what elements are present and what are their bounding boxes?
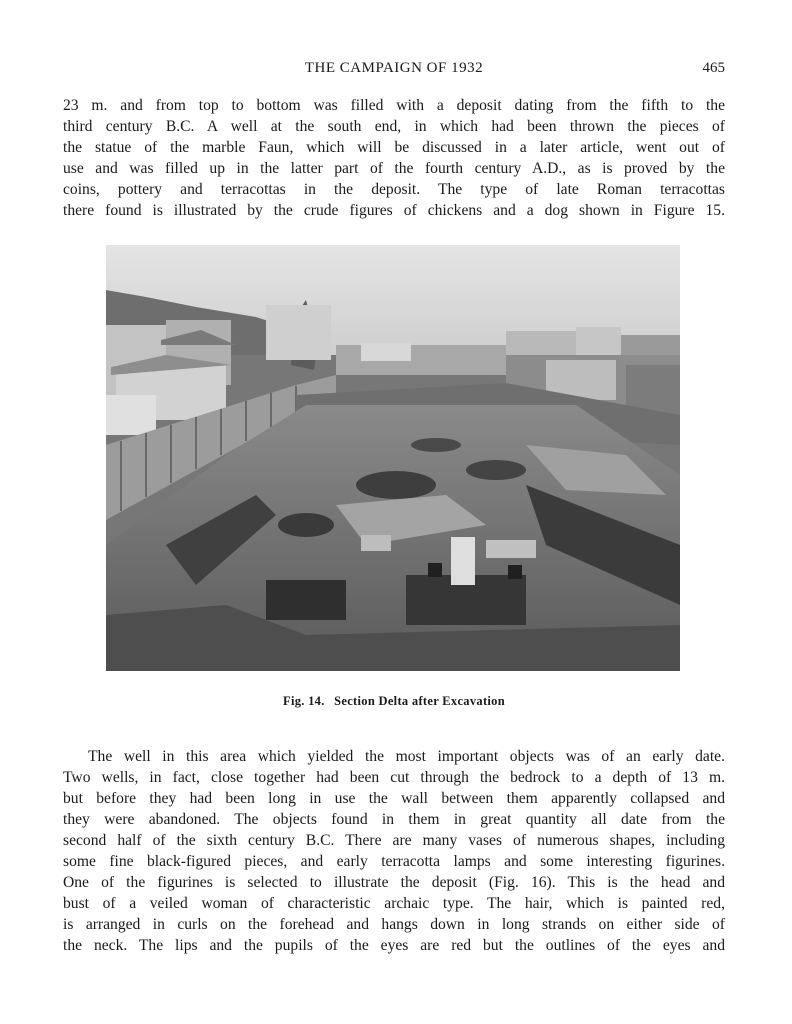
- text-line: second half of the sixth century B.C. There are many vases of numerous shapes, including: [63, 832, 725, 849]
- paragraph-1: [63, 95, 725, 221]
- text-line: but before they had been long in use the wall between them apparently collapsed and: [63, 790, 725, 807]
- figure-number: Fig. 14.: [283, 694, 325, 708]
- figure-caption: [63, 694, 725, 709]
- text-line: they were abandoned. The objects found in them in great quantity all date from the: [63, 811, 725, 828]
- text-line: some fine black-figured pieces, and early terracotta lamps and some interesting figurines.: [63, 853, 725, 870]
- text-line: there found is illustrated by the crude figures of chickens and a dog shown in Figure 15.: [63, 202, 725, 219]
- text-line: use and was filled up in the latter part of the fourth century A.D., as is proved by the: [63, 160, 725, 177]
- figure-caption-text: Section Delta after Excavation: [334, 694, 505, 708]
- text-line: is arranged in curls on the forehead and hangs down in long strands on either side of: [63, 916, 725, 933]
- text-line: The well in this area which yielded the most important objects was of an early date.: [88, 748, 725, 765]
- text-line: Two wells, in fact, close together had been cut through the bedrock to a depth of 13 m.: [63, 769, 725, 786]
- text-line: the statue of the marble Faun, which will be discussed in a later article, went out of: [63, 139, 725, 156]
- running-head: [63, 60, 725, 82]
- running-head-title: THE CAMPAIGN OF 1932: [304, 60, 484, 76]
- excavation-photo: [106, 245, 680, 671]
- text-line: One of the figurines is selected to illustrate the deposit (Fig. 16). This is the head and: [63, 874, 725, 891]
- page-number: 465: [702, 60, 725, 76]
- text-line: third century B.C. A well at the south end, in which had been thrown the pieces of: [63, 118, 725, 135]
- text-line: bust of a veiled woman of characteristic archaic type. The hair, which is painted red,: [63, 895, 725, 912]
- paragraph-2: [63, 746, 725, 956]
- text-line: coins, pottery and terracottas in the deposit. The type of late Roman terracottas: [63, 181, 725, 198]
- text-line: 23 m. and from top to bottom was filled with a deposit dating from the fifth to the: [63, 97, 725, 114]
- text-line: the neck. The lips and the pupils of the eyes are red but the outlines of the eyes and: [63, 937, 725, 954]
